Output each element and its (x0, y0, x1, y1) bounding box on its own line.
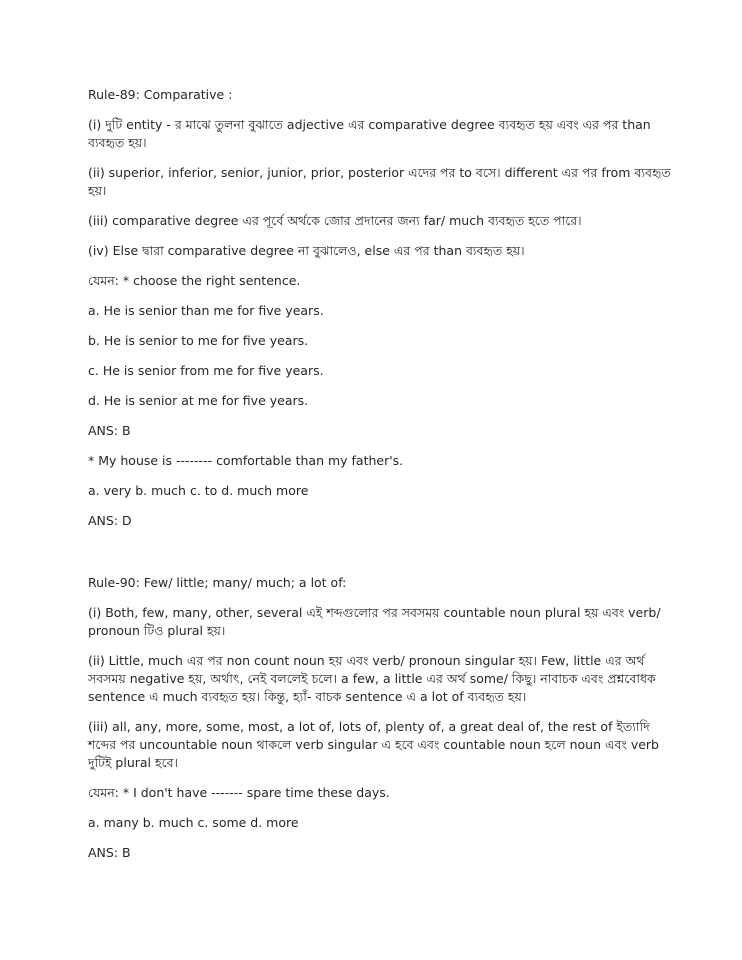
rule-89-option-a: a. He is senior than me for five years. (88, 303, 324, 318)
rule-89-example-intro: যেমন: * choose the right sentence. (88, 273, 301, 288)
rule-89-point-1: (i) দুটি entity - র মাঝে তুলনা বুঝাতে adjective এর comparative degree ব্যবহৃত হয় এবং এর পর than ব্যবহৃত হয়। (88, 117, 651, 150)
rule-89-point-3: (iii) comparative degree এর পূর্বে অর্থকে জোর প্রদানের জন্য far/ much ব্যবহৃত হতে পারে। (88, 213, 582, 228)
rule-90-example-intro: যেমন: * I don't have ------- spare time these days. (88, 785, 390, 800)
rule-89-title: Rule-89: Comparative : (88, 87, 233, 102)
rule-89-option-c: c. He is senior from me for five years. (88, 363, 324, 378)
rule-89-options-2: a. very b. much c. to d. much more (88, 483, 309, 498)
rule-89-option-d: d. He is senior at me for five years. (88, 393, 309, 408)
rule-90-options: a. many b. much c. some d. more (88, 815, 299, 830)
rule-89-answer-2: ANS: D (88, 513, 132, 528)
rule-89-question-2: * My house is -------- comfortable than my father's. (88, 453, 404, 468)
rule-90-title: Rule-90: Few/ little; many/ much; a lot of: (88, 575, 347, 590)
rule-90-point-2: (ii) Little, much এর পর non count noun হয় এবং verb/ pronoun singular হয়। Few, little এর অর্থ সবসময় negative হয়, অর্থাৎ, নেই বললেই চলে। a few, a little এর অর্থ some/ কিছু। নাবাচক এবং প্রশ্নবোধক sentence এ much ব্যবহৃত হয়। কিন্তু, হ্যাঁ- বাচক sentence এ a lot of ব্যবহৃত হয়। (88, 653, 656, 704)
rule-89-answer-1: ANS: B (88, 423, 131, 438)
rule-89-point-4: (iv) Else দ্বারা comparative degree না বুঝালেও, else এর পর than ব্যবহৃত হয়। (88, 243, 525, 258)
rule-89-option-b: b. He is senior to me for five years. (88, 333, 309, 348)
section-gap (88, 542, 672, 574)
rule-90-point-1: (i) Both, few, many, other, several এই শব্দগুলোর পর সবসময় countable noun plural হয় এবং verb/ pronoun টিও plural হয়। (88, 605, 661, 638)
rule-90-point-3: (iii) all, any, more, some, most, a lot of, lots of, plenty of, a great deal of, the rest of ইত্যাদি শব্দের পর uncountable noun থাকলে verb singular এ হবে এবং countable noun হলে noun এবং verb দুটিই plural হবে। (88, 719, 659, 770)
rule-90-answer: ANS: B (88, 845, 131, 860)
rule-89-point-2: (ii) superior, inferior, senior, junior, prior, posterior এদের পর to বসে। different এর পর from ব্যবহৃত হয়। (88, 165, 671, 198)
